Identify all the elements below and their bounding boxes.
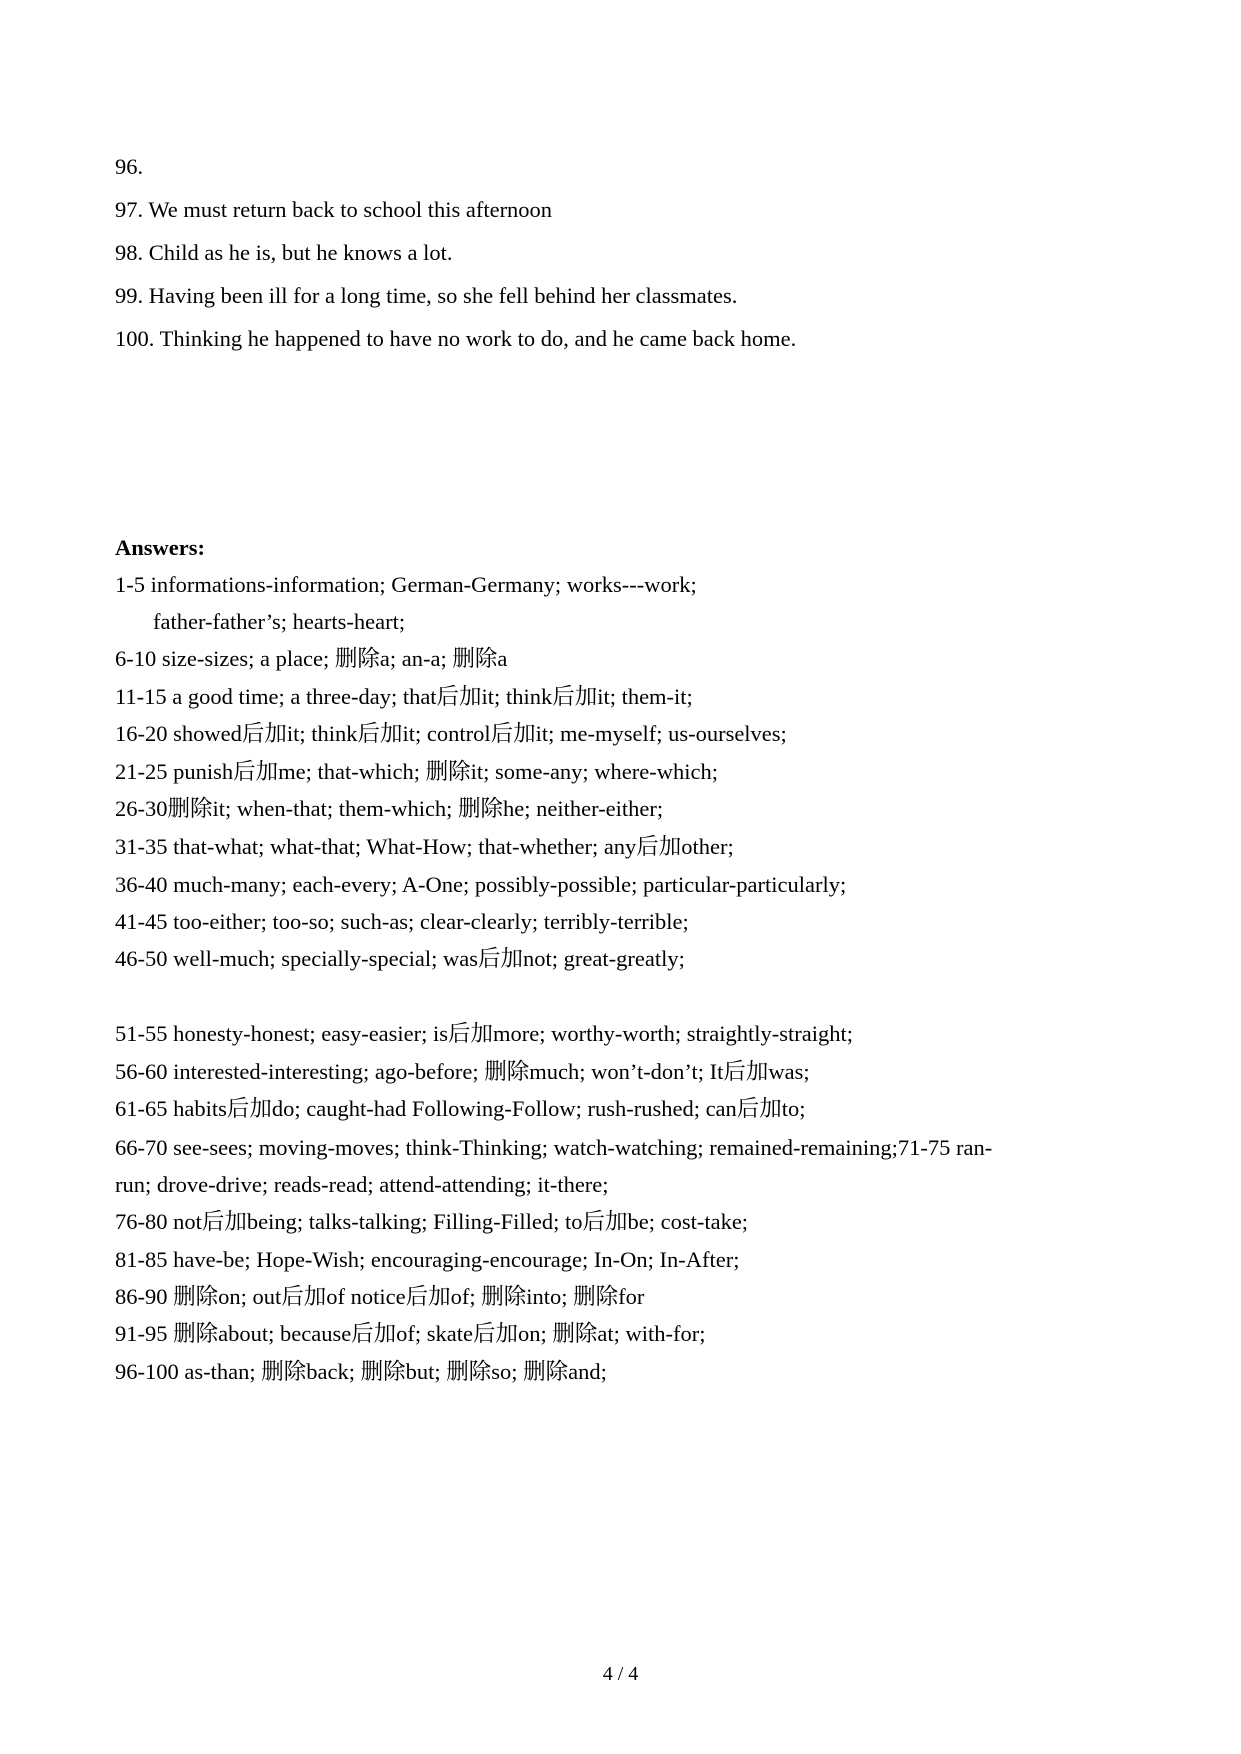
answer-line-91-95: 91-95 删除about; because后加of; skate后加on; 删除at; with-for; [115, 1321, 706, 1346]
answer-line-41-45: 41-45 too-either; too-so; such-as; clear-clearly; terribly-terrible; [115, 909, 689, 934]
answer-line-96-100: 96-100 as-than; 删除back; 删除but; 删除so; 删除and; [115, 1359, 607, 1384]
answer-line-21-25: 21-25 punish后加me; that-which; 删除it; some-any; where-which; [115, 759, 719, 784]
question-100: 100. Thinking he happened to have no work to do, and he came back home. [115, 326, 797, 351]
answer-line-61-65: 61-65 habits后加do; caught-had Following-Follow; rush-rushed; can后加to; [115, 1096, 806, 1121]
answer-line-81-85: 81-85 have-be; Hope-Wish; encouraging-encourage; In-On; In-After; [115, 1247, 740, 1272]
answer-line-31-35: 31-35 that-what; what-that; What-How; that-whether; any后加other; [115, 834, 734, 859]
answer-line-76-80: 76-80 not后加being; talks-talking; Filling-Filled; to后加be; cost-take; [115, 1209, 749, 1234]
question-98: 98. Child as he is, but he knows a lot. [115, 240, 453, 265]
answer-line-56-60: 56-60 interested-interesting; ago-before; 删除much; won’t-don’t; It后加was; [115, 1059, 810, 1084]
answers-heading: Answers: [115, 535, 205, 560]
answer-line-86-90: 86-90 删除on; out后加of notice后加of; 删除into; 删除for [115, 1284, 645, 1309]
question-96: 96. [115, 154, 144, 179]
answer-line-71-75: run; drove-drive; reads-read; attend-attending; it-there; [115, 1172, 609, 1197]
answer-line-11-15: 11-15 a good time; a three-day; that后加it; think后加it; them-it; [115, 684, 693, 709]
answer-line-51-55: 51-55 honesty-honest; easy-easier; is后加more; worthy-worth; straightly-straight; [115, 1021, 853, 1046]
page-number: 4 / 4 [602, 1663, 639, 1685]
answer-line-1-5: 1-5 informations-information; German-Germany; works---work; [115, 572, 697, 597]
answer-line-1-5-cont: father-father’s; hearts-heart; [153, 609, 406, 634]
question-99: 99. Having been ill for a long time, so she fell behind her classmates. [115, 283, 738, 308]
answer-line-36-40: 36-40 much-many; each-every; A-One; possibly-possible; particular-particularly; [115, 872, 847, 897]
answer-line-46-50: 46-50 well-much; specially-special; was后加not; great-greatly; [115, 946, 685, 971]
answer-line-26-30: 26-30删除it; when-that; them-which; 删除he; neither-either; [115, 796, 664, 821]
question-97: 97. We must return back to school this afternoon [115, 197, 553, 222]
answer-line-16-20: 16-20 showed后加it; think后加it; control后加it; me-myself; us-ourselves; [115, 721, 787, 746]
answer-line-66-70: 66-70 see-sees; moving-moves; think-Thinking; watch-watching; remained-remaining;71-75 ran- [115, 1135, 993, 1160]
answer-line-6-10: 6-10 size-sizes; a place; 删除a; an-a; 删除a [115, 646, 508, 671]
